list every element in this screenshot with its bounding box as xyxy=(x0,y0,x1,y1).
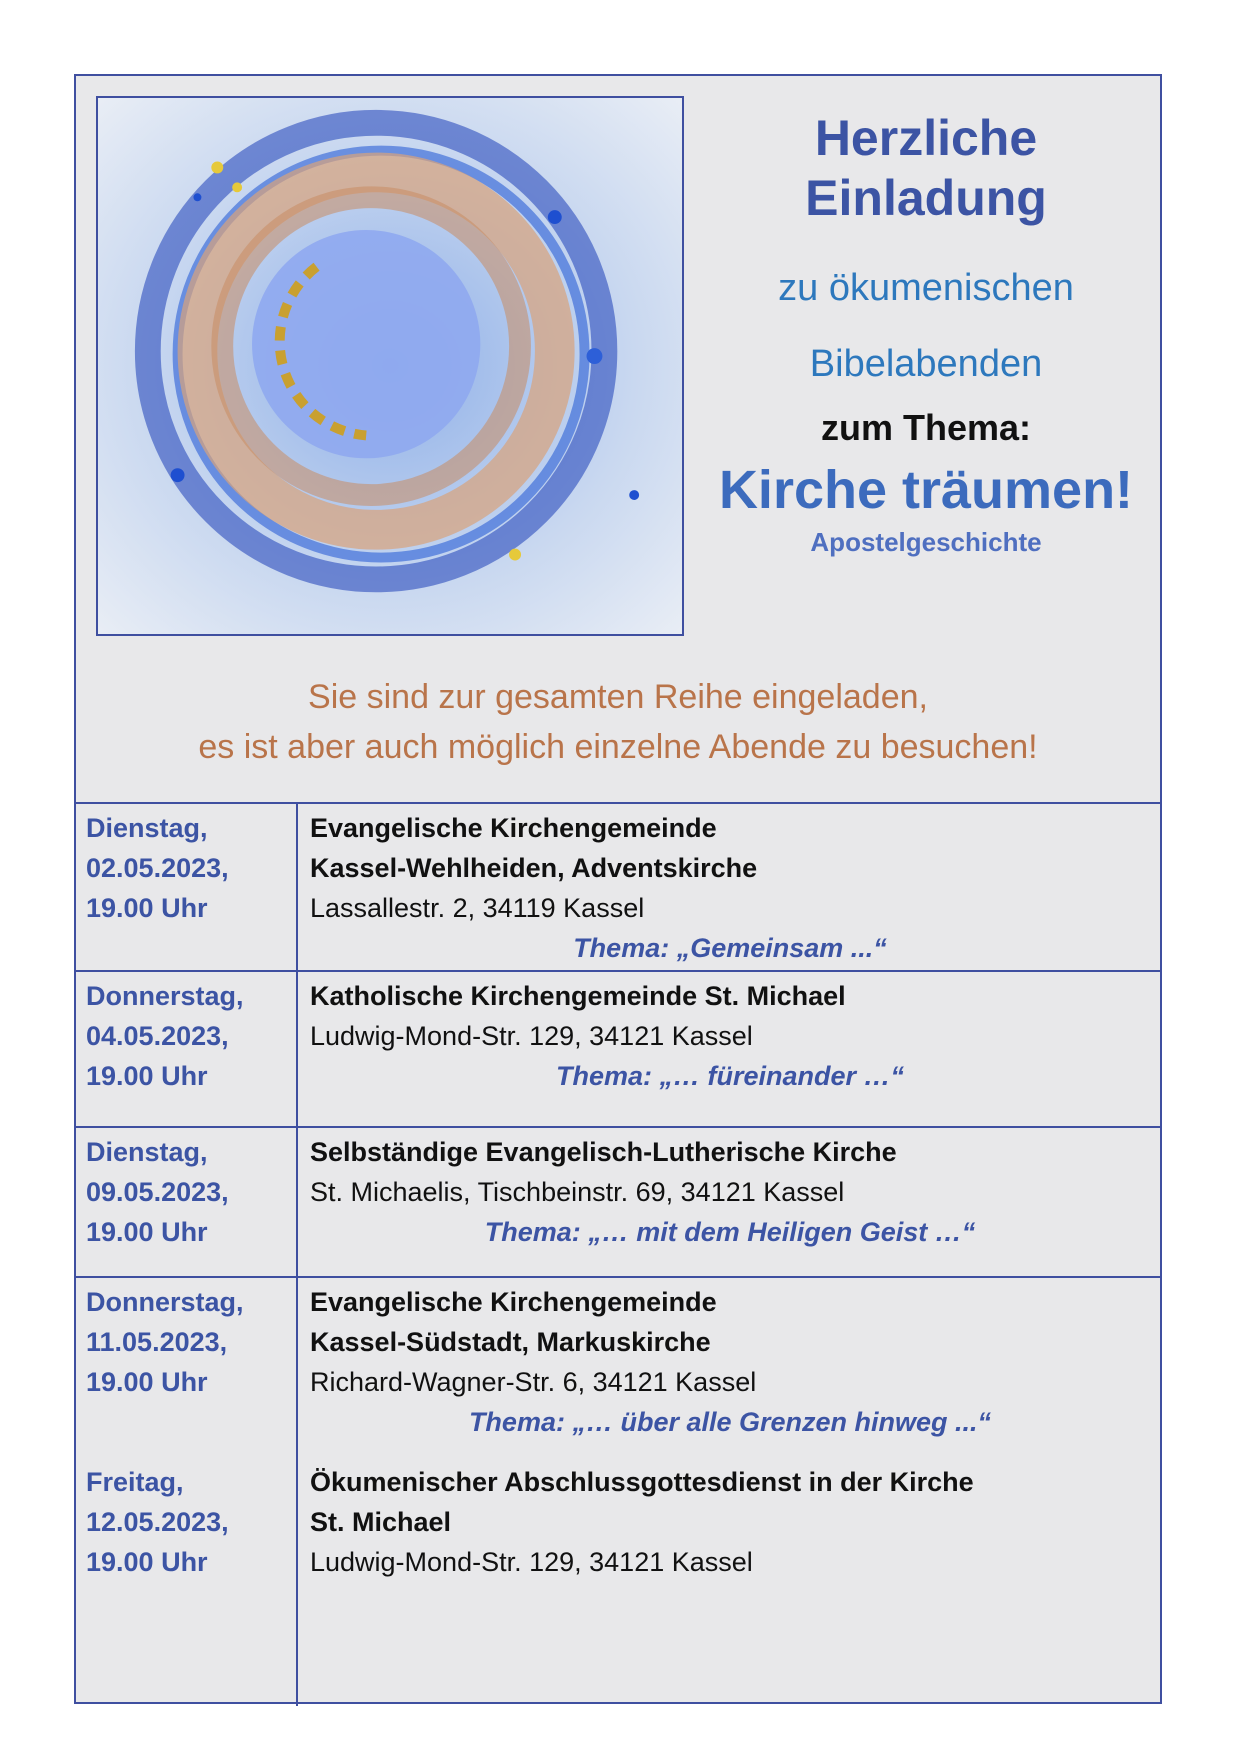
abstract-circle-painting xyxy=(98,98,682,634)
event-info xyxy=(310,1282,1150,1442)
event-date-value: 09.05.2023, xyxy=(86,1177,229,1207)
event-host: Evangelische Kirchengemeinde xyxy=(310,1287,717,1317)
table-row xyxy=(74,972,1162,1128)
event-address: Richard-Wagner-Str. 6, 34121 Kassel xyxy=(310,1367,757,1397)
event-date-value: 12.05.2023, xyxy=(86,1507,229,1537)
event-day: Dienstag, xyxy=(86,1137,208,1167)
table-row xyxy=(74,1458,1162,1706)
title-line-2: Einladung xyxy=(805,170,1047,226)
event-host: Evangelische Kirchengemeinde xyxy=(310,813,717,843)
event-theme: Thema: „Gemeinsam ...“ xyxy=(573,933,887,963)
event-host-2: St. Michael xyxy=(310,1507,452,1537)
title-line-1: Herzliche xyxy=(814,110,1038,166)
event-address: Lassallestr. 2, 34119 Kassel xyxy=(310,893,645,923)
invitation-line-2: es ist aber auch möglich einzelne Abende zu besuchen! xyxy=(198,728,1038,766)
event-day: Dienstag, xyxy=(86,813,208,843)
event-address: St. Michaelis, Tischbeinstr. 69, 34121 Kassel xyxy=(310,1177,845,1207)
event-info xyxy=(310,976,1150,1096)
event-info xyxy=(310,1462,1150,1582)
event-day: Freitag, xyxy=(86,1467,184,1497)
event-theme: Thema: „… mit dem Heiligen Geist …“ xyxy=(484,1217,976,1247)
event-day: Donnerstag, xyxy=(86,1287,244,1317)
event-info xyxy=(310,1132,1150,1252)
invitation-line-1: Sie sind zur gesamten Reihe eingeladen, xyxy=(308,678,928,716)
event-time: 19.00 Uhr xyxy=(86,1547,208,1577)
event-theme: Thema: „… über alle Grenzen hinweg ...“ xyxy=(468,1407,992,1437)
event-host-2: Kassel-Wehlheiden, Adventskirche xyxy=(310,853,758,883)
event-time: 19.00 Uhr xyxy=(86,1367,208,1397)
title-block xyxy=(696,96,1156,558)
event-host: Ökumenischer Abschlussgottesdienst in der Kirche xyxy=(310,1467,974,1497)
event-theme: Thema: „… füreinander …“ xyxy=(555,1061,905,1091)
table-row xyxy=(74,1128,1162,1278)
header-section xyxy=(76,76,1160,802)
topic-intro: zum Thema: xyxy=(820,407,1032,448)
event-date-value: 11.05.2023, xyxy=(86,1327,228,1357)
event-date-value: 04.05.2023, xyxy=(86,1021,229,1051)
event-host: Katholische Kirchengemeinde St. Michael xyxy=(310,981,846,1011)
event-date xyxy=(86,976,286,1096)
event-date xyxy=(86,1132,286,1252)
invitation-text xyxy=(76,672,1160,772)
event-time: 19.00 Uhr xyxy=(86,893,208,923)
event-date xyxy=(86,1282,286,1402)
event-time: 19.00 Uhr xyxy=(86,1061,208,1091)
event-address: Ludwig-Mond-Str. 129, 34121 Kassel xyxy=(310,1547,753,1577)
event-time: 19.00 Uhr xyxy=(86,1217,208,1247)
event-address: Ludwig-Mond-Str. 129, 34121 Kassel xyxy=(310,1021,753,1051)
subtitle-line-1: zu ökumenischen xyxy=(778,267,1074,309)
event-info xyxy=(310,808,1150,968)
flyer-frame xyxy=(74,74,1162,1704)
event-host-2: Kassel-Südstadt, Markuskirche xyxy=(310,1327,711,1357)
topic-title: Kirche träumen! xyxy=(718,460,1134,520)
event-date xyxy=(86,1462,286,1582)
events-table xyxy=(74,802,1162,1706)
event-host: Selbständige Evangelisch-Lutherische Kirche xyxy=(310,1137,897,1167)
event-day: Donnerstag, xyxy=(86,981,244,1011)
topic-source: Apostelgeschichte xyxy=(810,527,1042,557)
table-row xyxy=(74,1278,1162,1458)
event-date xyxy=(86,808,286,928)
painting-image xyxy=(96,96,684,636)
subtitle-line-2: Bibelabenden xyxy=(809,343,1043,385)
event-date-value: 02.05.2023, xyxy=(86,853,229,883)
table-row xyxy=(74,804,1162,972)
